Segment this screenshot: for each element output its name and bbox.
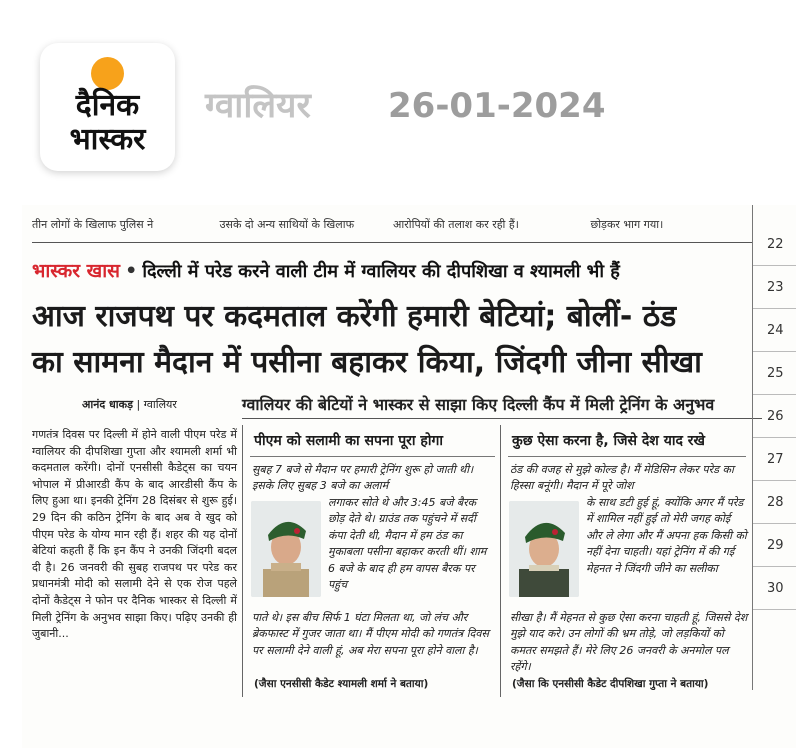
column-divider <box>500 425 501 697</box>
intro-column: गणतंत्र दिवस पर दिल्ली में होने वाली पीएम परेड में ग्वालियर की दीपशिखा गुप्ता और श्यामली शर्मा भी कदमताल करेंगी। दोनों एनसीसी कैडेट्स का चयन भोपाल में प्रीआरडी कैंप के बाद आरडीसी कैंप के लिए हुआ था। इनकी ट्रेनिंग 28 दिसंबर से शुरू हुई। 29 दिन की कठिन ट्रेनिंग के बाद अब वे खुद को पीएम परेड के योग्य मान रही हैं। शहर की यह दोनों बेटियां कहती हैं कि इन कैंप ने उनकी जिंदगी बदल दी है। 26 जनवरी की सुबह राजपथ पर परेड कर प्रधानमंत्री मोदी को सलामी देने से एक रोज पहले दोनों कैडेट्स ने फोन पर दैनिक भास्कर से दिल्ली में मिली ट्रेनिंग के अनुभव साझा किए। पढ़िए उनकी ही जुबानी... <box>32 428 237 641</box>
strip-text-4: छोड़कर भाग गया। <box>590 218 664 231</box>
subheadline: ग्वालियर की बेटियों ने भास्कर से साझा किए दिल्ली कैंप में मिली ट्रेनिंग के अनुभव <box>242 395 715 414</box>
edition-city: ग्वालियर <box>205 86 311 126</box>
strip-text-3: आरोपियों की तलाश कर रही हैं। <box>393 218 519 231</box>
byline-separator: | <box>136 398 141 411</box>
strip-text-1: तीन लोगों के खिलाफ पुलिस ने <box>32 218 154 231</box>
byline <box>82 397 177 413</box>
logo-sun-icon <box>91 57 124 90</box>
calendar-day: 29 <box>753 524 796 567</box>
kicker-text: दिल्ली में परेड करने वाली टीम में ग्वालियर की दीपशिखा व श्यामली भी हैं <box>142 261 620 282</box>
divider <box>250 456 495 457</box>
cadet-portrait-icon <box>509 501 579 597</box>
right-column-heading: कुछ ऐसा करना है, जिसे देश याद रखे <box>512 433 705 449</box>
middle-text-bottom: पाते थे। इस बीच सिर्फ 1 घंटा मिलता था, जो लंच और ब्रेकफास्ट में गुजर जाता था। मैं पीएम मोदी को गणतंत्र दिवस पर सलामी देने वाली हूं, अब मेरा सपना पूरा होने वाला है। <box>252 611 489 657</box>
calendar-column <box>752 205 796 690</box>
right-credit: (जैसा कि एनसीसी कैडेट दीपशिखा गुप्ता ने बताया) <box>512 678 709 690</box>
logo-text-line1: दैनिक <box>75 88 140 123</box>
strip-text-2: उसके दो अन्य साथियों के खिलाफ <box>219 218 355 231</box>
header <box>0 0 796 200</box>
previous-article-strip <box>32 217 752 233</box>
calendar-day: 30 <box>753 567 796 610</box>
divider <box>32 242 752 243</box>
calendar-day: 23 <box>753 266 796 309</box>
middle-column-heading: पीएम को सलामी का सपना पूरा होगा <box>254 433 443 449</box>
newspaper-clipping <box>22 205 796 748</box>
cadet-photo-deepshikha <box>509 501 579 597</box>
middle-text-top: सुबह 7 बजे से मैदान पर हमारी ट्रेनिंग शुरू हो जाती थी। इसके लिए सुबह 3 बजे का अलार्म <box>252 463 474 493</box>
middle-text-beside: लगाकर सोते थे और 3:45 बजे बैरक छोड़ देते थे। ग्राउंड तक पहुंचने में सर्दी कंपा देती थी, मैदान में हम ठंड का मुकाबला पसीना बहाकर करती थीं। शाम 6 बजे के बाद ही हम वापस बैरक पर पहुंच <box>328 496 487 592</box>
right-text-top: ठंड की वजह से मुझे कोल्ड है। मैं मेडिसिन लेकर परेड का हिस्सा बनूंगी। मैदान में पूरे जोश <box>510 463 734 493</box>
byline-author: आनंद धाकड़ <box>82 398 133 411</box>
kicker <box>32 258 752 284</box>
headline-line-2: का सामना मैदान में पसीना बहाकर किया, जिंदगी जीना सीखा <box>32 345 702 380</box>
kicker-bullet: • <box>125 260 138 282</box>
headline-line-1: आज राजपथ पर कदमताल करेंगी हमारी बेटियां; बोलीं- ठंड <box>32 299 677 334</box>
logo-text-line2: भास्कर <box>69 122 146 157</box>
calendar-day: 25 <box>753 352 796 395</box>
column-divider <box>242 425 243 697</box>
cadet-photo-shyamli <box>251 501 321 597</box>
calendar-day: 28 <box>753 481 796 524</box>
right-text-beside: के साथ डटी हुई हूं, क्योंकि अगर मैं परेड में शामिल नहीं हुई तो मेरी जगह कोई और ले लेगा और मैं अपना हक किसी को नहीं देना चाहती। यहां ट्रेनिंग में की गई मेहनत ने जिंदगी जीने का सलीका <box>586 496 747 575</box>
divider <box>242 418 762 419</box>
calendar-day: 26 <box>753 395 796 438</box>
dainik-bhaskar-logo <box>40 43 175 171</box>
right-text-bottom: सीखा है। मैं मेहनत से कुछ ऐसा करना चाहती हूं, जिससे देश मुझे याद करे। उन लोगों की भ्रम तोड़े, जो लड़कियों को कमतर समझते हैं। मेरे लिए 26 जनवरी के अनमोल पल रहेंगे। <box>510 611 748 674</box>
edition-date: 26-01-2024 <box>388 86 606 126</box>
middle-credit: (जैसा एनसीसी कैडेट श्यामली शर्मा ने बताया) <box>254 678 429 690</box>
calendar-day: 24 <box>753 309 796 352</box>
calendar-day: 27 <box>753 438 796 481</box>
cadet-portrait-icon <box>251 501 321 597</box>
kicker-brand: भास्कर खास <box>32 260 120 282</box>
calendar-day: 22 <box>753 223 796 266</box>
byline-city: ग्वालियर <box>143 398 177 411</box>
divider <box>508 456 746 457</box>
